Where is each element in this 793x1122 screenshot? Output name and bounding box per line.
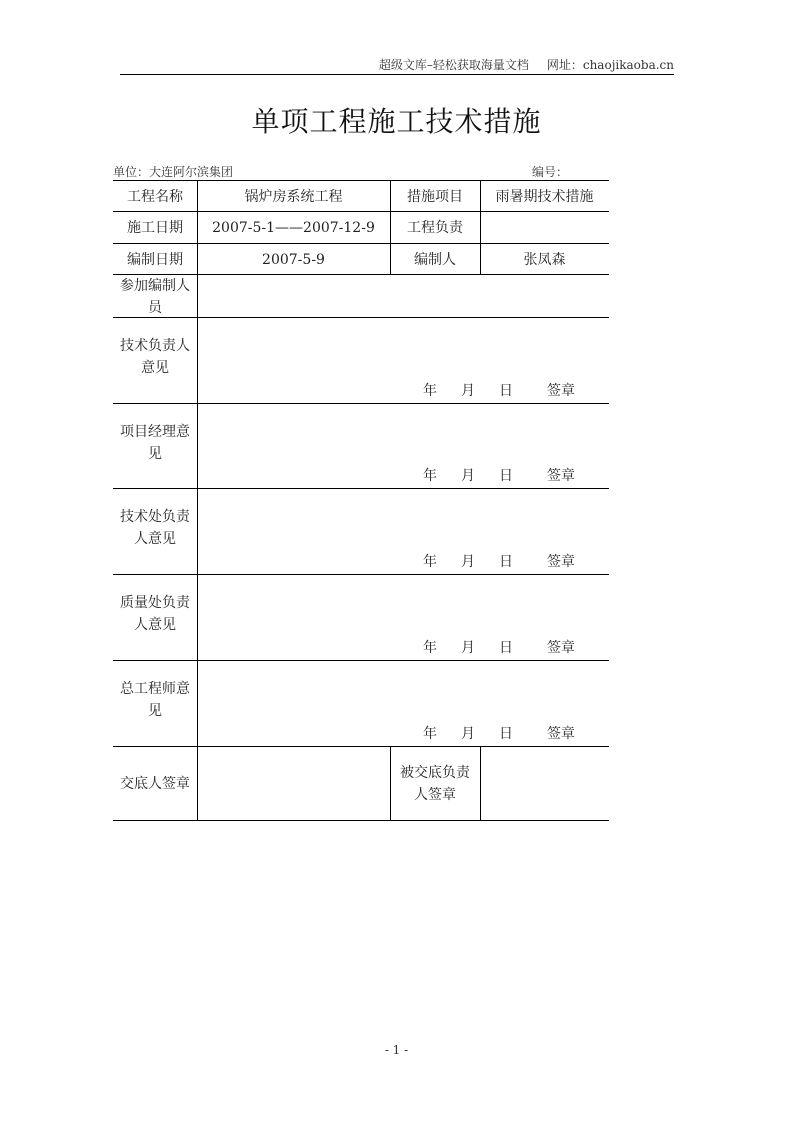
table-bottom-border <box>113 820 609 821</box>
site-url: 网址：chaojikaoba.cn <box>546 58 674 72</box>
project-name-value: 锅炉房系统工程 <box>244 188 343 205</box>
construction-date-value: 2007-5-1——2007-12-9 <box>212 220 375 236</box>
signature-date-line: 年 月 日 签章 <box>423 554 575 570</box>
construction-date-label: 施工日期 <box>127 220 183 236</box>
participants-label: 参加编制人 员 <box>120 277 190 316</box>
signature-date-line: 年 月 日 签章 <box>423 726 575 742</box>
compiler-label: 编制人 <box>414 251 456 268</box>
opinion-label: 技术处负责 人意见 <box>120 509 190 547</box>
opinion-row-tech-lead <box>113 317 609 404</box>
table-row <box>113 180 609 212</box>
signature-date-line: 年 月 日 签章 <box>423 640 575 656</box>
opinion-label: 质量处负责 人意见 <box>120 595 190 633</box>
project-name-label: 工程名称 <box>127 188 183 205</box>
compiler-value: 张凤森 <box>523 251 566 268</box>
table-row <box>113 274 609 318</box>
compile-date-value: 2007-5-9 <box>262 251 325 268</box>
opinion-row-project-manager <box>113 403 609 489</box>
handover-row <box>113 746 609 821</box>
compile-date-label: 编制日期 <box>127 251 183 268</box>
unit-label: 单位：大连阿尔滨集团 <box>113 165 234 179</box>
table-row <box>113 243 609 275</box>
handover-signer-label: 交底人签章 <box>120 776 190 792</box>
number-label: 编号： <box>532 165 569 179</box>
header-divider <box>120 74 674 75</box>
table-row <box>113 211 609 244</box>
opinion-label: 项目经理意 见 <box>120 423 190 462</box>
opinion-row-chief-engineer <box>113 660 609 747</box>
measure-item-label: 措施项目 <box>407 188 463 205</box>
recipient-signer-label: 被交底负责 人签章 <box>400 765 470 803</box>
signature-date-line: 年 月 日 签章 <box>423 383 575 399</box>
opinion-label: 总工程师意 见 <box>120 681 190 719</box>
opinion-row-tech-dept <box>113 488 609 575</box>
project-lead-value <box>480 212 609 244</box>
project-lead-label: 工程负责 <box>407 220 463 236</box>
measure-item-value: 雨暑期技术措施 <box>495 188 594 205</box>
page-header <box>120 56 674 73</box>
opinion-label: 技术负责人 意见 <box>120 338 190 376</box>
opinion-row-quality-dept <box>113 574 609 661</box>
site-name: 超级文库–轻松获取海量文档 <box>378 58 529 72</box>
signature-date-line: 年 月 日 签章 <box>423 468 575 484</box>
page-number: - 1 - <box>384 1043 409 1057</box>
document-title: 单项工程施工技术措施 <box>251 105 542 138</box>
